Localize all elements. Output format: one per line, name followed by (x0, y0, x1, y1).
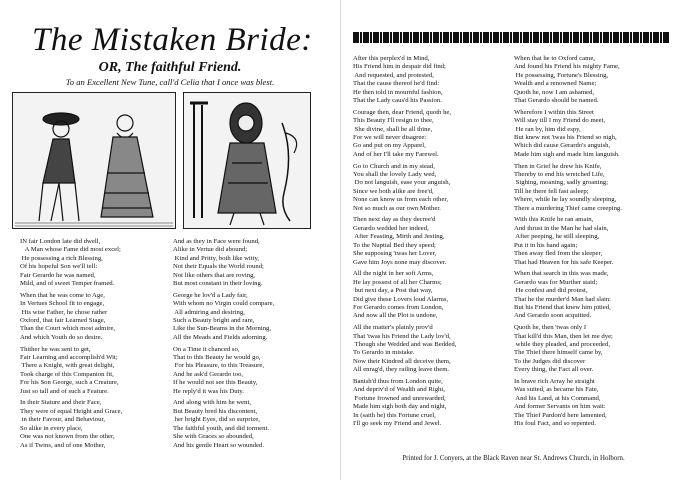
stanza: Go to Church and in my stead, You shall the lovely Lady wed, Do not languish, ease your anguish, Since we both alike are free'd, None can know us from each other, Not so much as our own Mother. (353, 162, 451, 212)
stanza: When that he to Oxford came, And found his Friend his mighty Fame, He possessing, Fortune's Blessing, Wealth and a renowned Name; Quoth he, now I am ashamed, That Gerardo should be named. (514, 55, 620, 105)
ballad-title: The Mistaken Bride: (32, 22, 313, 58)
decorative-border-icon (353, 32, 669, 43)
stanza: Then next day as they decree'd Gerardo wedded her indeed, After Feasting, Mirth and Jesting, To the Nuptial Bed they speed; She supposing 'twas her Lover, Gave him Joys none may discover. (353, 216, 447, 266)
ballad-subtitle: OR, The faithful Friend. (98, 60, 242, 75)
woodcut-gentleman-icon (184, 93, 310, 228)
stanza: In brave rich Array he straight Was suited, as became his Fate, And his Land, at his Command, And former Servants on him wait: The Thief Pardon'd here lamented, His foul Fact, and so repented. (514, 377, 607, 427)
stanza: Then in Grief he drew his Knife, Thereby to end his wretched Life, Sighing, moaning, sadly groaning; Till he there fell fast asleep; Where, while he lay soundly sleeping, There a murdering Thief came creeping. (514, 162, 622, 212)
stanza: When that search in this was made, Gerardo was for Murther staid; He confest and did protest, That he the murder'd Man had slain: But his Friend that knew him pitied, And Gerardo soon acquitted. (514, 270, 612, 320)
stanza: Banish'd thus from London quite, And depriv'd of Wealth and Right, Fortune frowned and unrewarded, Made him sigh both day and night, In (saith he) this Fortune cruel, I'll go seek my Friend and Jewel. (353, 377, 447, 427)
left-page (0, 0, 340, 480)
right-column-1 (353, 55, 503, 432)
stanza: Courage then, dear Friend, quoth he, This Beauty I'll resign to thee, She divine, shall be all thine, For we will never disagree: Go and put on my Apparel, And of her I'll take my Farewel. (353, 108, 452, 158)
tune-line: To an Excellent New Tune, call'd Celia that I once was blest. (65, 77, 275, 87)
stanza: On a Time it chanced so, That to this Beauty he would go, For his Pleasure, to this Treasure, And he ask'd Gerardo too, If he would not see this Beauty, He reply'd it was his Duty. (173, 345, 265, 395)
stanza: And as they in Face were found, Alike in Vertue did abound; Kind and Pritty, both like witty, Not their Equals the World round; Not like others that are roving, But most constant in their loving. (173, 238, 264, 288)
stanza: Thither he was sent to get, Fair Learning and accomplish'd Wit; There a Knight, with great delight, Took charge of this Companion fit, For his Son George, such a Creature, Just so tall and of such a Feature. (20, 345, 119, 395)
right-page (341, 0, 681, 480)
stanza: All the matter's plainly prov'd That 'twas his Friend the Lady lov'd, Though she Wedded and was Bedded, To Gerardo in mistake. Now their Kindred all deceive them, All enrag'd, they railing leave them. (353, 324, 457, 374)
stanza: When that he was come to Age, In Vertues School fit to engage, His wise Father, he chose rather Oxford, that fair Learned Stage, Than the Court which most admire, And which Youth do so desire. (20, 291, 116, 341)
stanza: George he lov'd a Lady fair, With whom no Virgin could compare, All admiring and desiring, Such a Beauty bright and rare, Like the Sun-Beams in the Morning, All the Meads and Fields adorning. (173, 291, 275, 341)
stanza: Wherefore I within this Street Will stay till I my Friend do meet, He ran by, him did espy, But knew not 'twas his Friend so nigh, Which did cause Gerardo's anguish, Made him sigh and made him languish. (514, 108, 620, 158)
woodcut-gentleman-image (183, 92, 311, 229)
woodcut-couple-image (12, 92, 176, 229)
left-column-2 (173, 238, 325, 453)
woodcut-couple-icon (13, 93, 175, 228)
stanza: After this perplex'd in Mind, His Friend him in despair did find; And requested, and protested, That the cause thereof he'd find: He then told in mournful fashion, That the Lady caus'd his Passion. (353, 55, 446, 105)
right-column-2 (514, 55, 672, 432)
stanza: All the night in her soft Arms, He lay possest of all her Charms; but next day, a Post that way, Did give these Lovers loud Alarms, For Gerardo comes from London, And now all the Plot is undone, (353, 270, 449, 320)
stanza: IN fair London late did dwell, A Man whose Fame did most excel; He possessing a rich Blessing, Of his hopeful Son we'll tell: Fair Gerardo he was named, Mild, and of sweet Temper framed. (20, 238, 121, 288)
stanza: With this Knife he ran amain, And thrust in the Man he had slain, After peeping, he still sleeping, Put it in his hand again; Then away fled from the sleeper, That had Heaven for his safe Keeper. (514, 216, 614, 266)
stanza: Quoth he, then 'twas only I That kill'd this Man, then let me dye; while they pleaded, and proceeded, The Thief there himself came by, To the Judges did discover Every thing, the Fact all over. (514, 324, 613, 374)
stanza: In their Stature and their Face, They were of equal Height and Grace, in their Favour, and Behaviour, So alike in every place, One was not known from the other, As if Twins, and of one Mother, (20, 399, 123, 449)
printer-imprint: Printed for J. Conyers, at the Black Raven near St. Andrews Church, in Holborn. (402, 455, 625, 462)
left-column-1 (20, 238, 168, 453)
stanza: And along with him he went, But Beauty bred his discontent, her bright Eyes, did so surprize, The faithful youth, and did torment. She with Graces so abounded, And his gentle Heart so wounded. (173, 399, 270, 449)
